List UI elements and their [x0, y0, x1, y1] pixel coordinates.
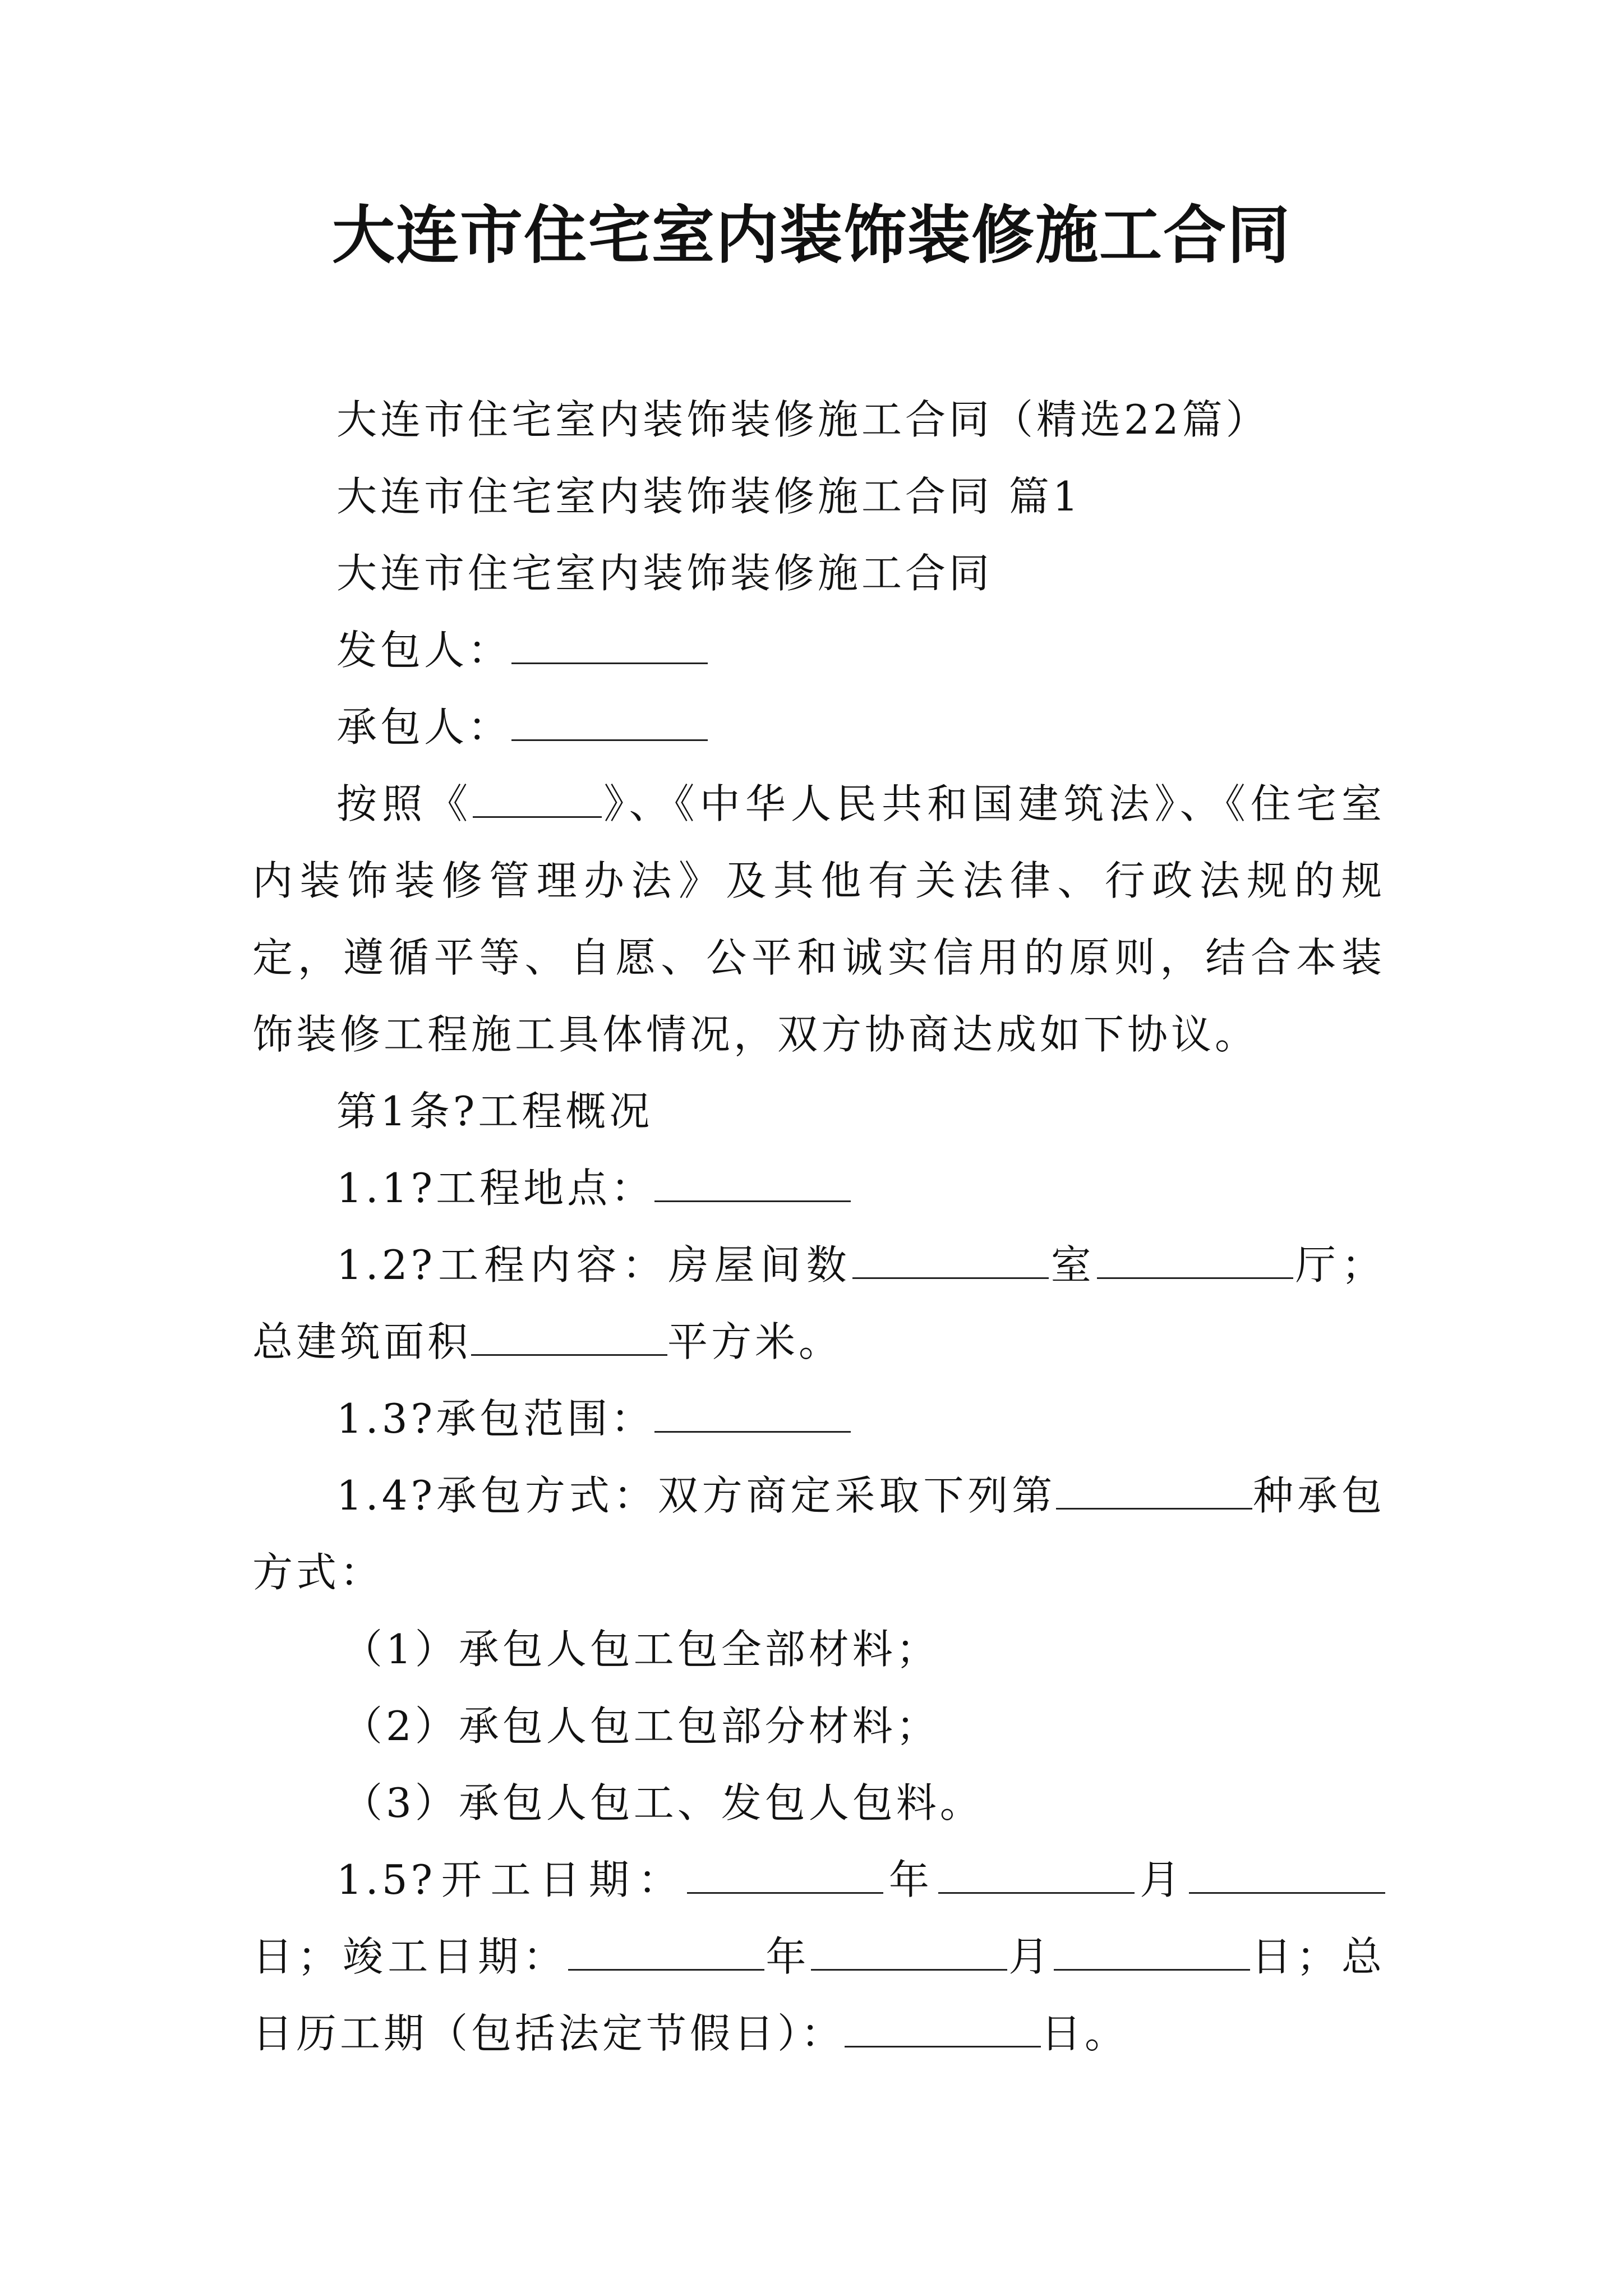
blank-end-year — [568, 1935, 764, 1971]
blank-location — [654, 1167, 851, 1202]
blank-employer — [511, 629, 708, 664]
blank-total-days — [845, 2012, 1041, 2047]
paragraph-article-1: 第1条?工程概况 — [336, 1088, 653, 1135]
blank-start-day — [1189, 1858, 1385, 1894]
blank-end-day — [1054, 1935, 1250, 1971]
document-title: 大连市住宅室内装饰装修施工合同 — [332, 199, 1291, 272]
paragraph-contract-name: 大连市住宅室内装饰装修施工合同 — [336, 550, 993, 597]
paragraph-1-3-scope: 1.3?承包范围： — [252, 1381, 1385, 1457]
paragraph-collection-title: 大连市住宅室内装饰装修施工合同（精选22篇） — [336, 396, 1270, 443]
paragraph-section-heading: 大连市住宅室内装饰装修施工合同 篇1 — [336, 473, 1082, 520]
blank-area — [471, 1320, 667, 1356]
blank-scope — [654, 1397, 851, 1433]
blank-start-month — [938, 1858, 1135, 1894]
blank-rooms — [852, 1244, 1049, 1279]
paragraph-1-1-location: 1.1?工程地点： — [252, 1150, 1385, 1227]
paragraph-contractor: 承包人： — [252, 689, 1385, 766]
list-item-option-2: （2）承包人包工包部分材料； — [342, 1703, 940, 1750]
blank-start-year — [687, 1858, 883, 1894]
document-body — [252, 381, 1385, 2072]
paragraph-1-2-content: 1.2?工程内容：房屋间数 室 厅；总建筑面积 平方米。 — [252, 1241, 1385, 1365]
paragraph-1-5-schedule: 1.5?开工日期： 年 月日；竣工日期： 年 月 日；总日历工期（包括法定节假日）： 日。 — [252, 1856, 1385, 2057]
blank-method — [1056, 1474, 1252, 1510]
blank-contractor — [511, 706, 708, 741]
paragraph-employer: 发包人： — [252, 612, 1385, 689]
blank-regulation — [473, 783, 602, 818]
paragraph-1-4-method: 1.4?承包方式：双方商定采取下列第 种承包方式： — [252, 1472, 1385, 1596]
blank-end-month — [811, 1935, 1007, 1971]
paragraph-legal-basis: 按照《 》、《中华人民共和国建筑法》、《住宅室内装饰装修管理办法》及其他有关法律、行政法规的规定，遵循平等、自愿、公平和诚实信用的原则，结合本装饰装修工程施工具体情况，双方协商达成如下协议。 — [252, 780, 1385, 1058]
blank-halls — [1097, 1244, 1293, 1279]
list-item-option-3: （3）承包人包工、发包人包料。 — [342, 1779, 984, 1826]
list-item-option-1: （1）承包人包工包全部材料； — [342, 1626, 940, 1673]
